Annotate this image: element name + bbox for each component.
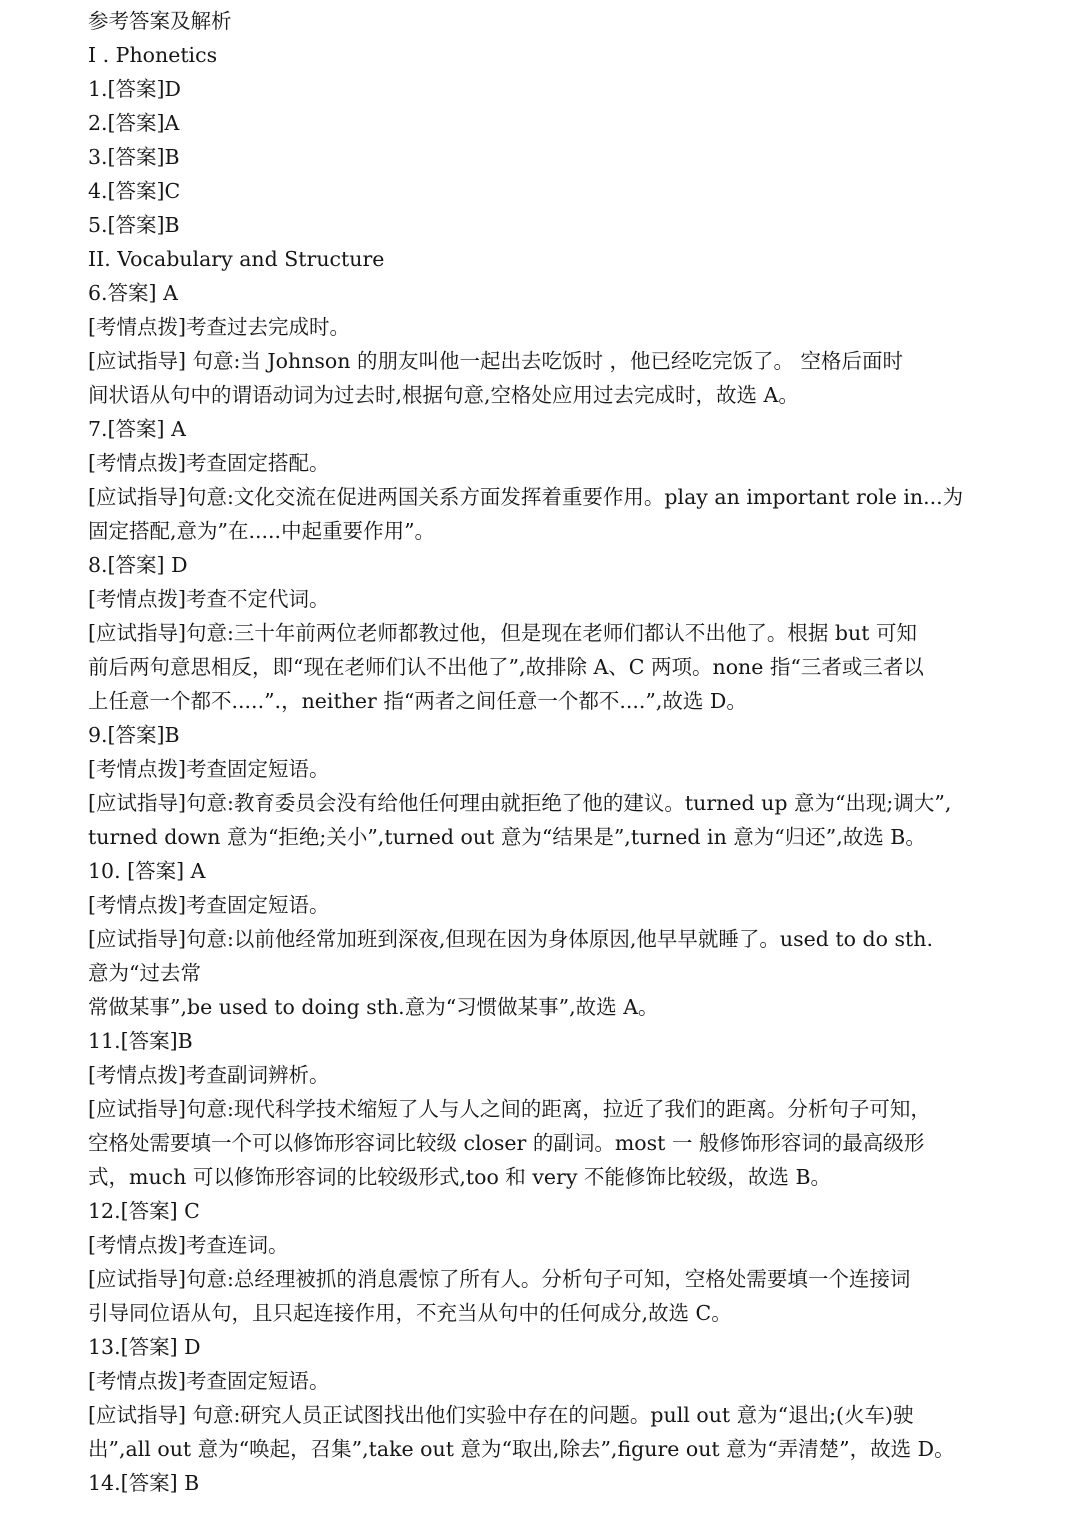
- text-line: [考情点拨]考查固定短语。: [88, 1369, 330, 1393]
- text-line: 出”,all out 意为“唤起，召集”,take out 意为“取出,除去”,figure out 意为“弄清楚”，故选 D。: [88, 1437, 955, 1461]
- text-line: 引导同位语从句，且只起连接作用，不充当从句中的任何成分,故选 C。: [88, 1301, 732, 1325]
- text-line: [应试指导] 句意:研究人员正试图找出他们实验中存在的问题。pull out 意为“退出;(火车)驶: [88, 1403, 914, 1427]
- text-line: 固定搭配,意为”在.....中起重要作用”。: [88, 519, 436, 543]
- text-line: 参考答案及解析: [88, 9, 232, 33]
- text-line: [应试指导]句意:文化交流在促进两国关系方面发挥着重要作用。play an important role in...为: [88, 485, 964, 509]
- text-line: 2.[答案]A: [88, 111, 180, 135]
- text-line: [应试指导] 句意:当 Johnson 的朋友叫他一起出去吃饭时 ，他已经吃完饭了。 空格后面时: [88, 349, 904, 373]
- text-line: [考情点拨]考查副词辨析。: [88, 1063, 330, 1087]
- text-line: II. Vocabulary and Structure: [88, 247, 385, 271]
- text-line: 意为“过去常: [88, 961, 201, 985]
- text-line: 1.[答案]D: [88, 77, 181, 101]
- text-line: [考情点拨]考查不定代词。: [88, 587, 330, 611]
- text-line: [应试指导]句意:现代科学技术缩短了人与人之间的距离，拉近了我们的距离。分析句子可知，: [88, 1097, 931, 1121]
- answer-document: [88, 4, 1008, 1500]
- text-line: 9.[答案]B: [88, 723, 180, 747]
- text-line: 11.[答案]B: [88, 1029, 193, 1053]
- text-line: 3.[答案]B: [88, 145, 180, 169]
- text-line: 13.[答案] D: [88, 1335, 201, 1359]
- text-line: 12.[答案] C: [88, 1199, 200, 1223]
- text-line: 式，much 可以修饰形容词的比较级形式,too 和 very 不能修饰比较级，故选 B。: [88, 1165, 832, 1189]
- text-line: turned down 意为“拒绝;关小”,turned out 意为“结果是”,turned in 意为“归还”,故选 B。: [88, 825, 926, 849]
- text-line: [应试指导]句意:教育委员会没有给他任何理由就拒绝了他的建议。turned up 意为“出现;调大”,: [88, 791, 952, 815]
- text-line: [应试指导]句意:总经理被抓的消息震惊了所有人。分析句子可知，空格处需要填一个连接词: [88, 1267, 911, 1291]
- text-line: [应试指导]句意:三十年前两位老师都教过他，但是现在老师们都认不出他了。根据 but 可知: [88, 621, 917, 645]
- text-line: I . Phonetics: [88, 43, 218, 67]
- text-line: 8.[答案] D: [88, 553, 188, 577]
- text-line: 上任意一个都不.....”.，neither 指“两者之间任意一个都不....”,故选 D。: [88, 689, 747, 713]
- text-line: [考情点拨]考查过去完成时。: [88, 315, 350, 339]
- text-line: 空格处需要填一个可以修饰形容词比较级 closer 的副词。most 一 般修饰形容词的最高级形: [88, 1131, 925, 1155]
- text-line: 常做某事”,be used to doing sth.意为“习惯做某事”,故选 A。: [88, 995, 659, 1019]
- text-line: [考情点拨]考查固定短语。: [88, 893, 330, 917]
- text-line: [应试指导]句意:以前他经常加班到深夜,但现在因为身体原因,他早早就睡了。used to do sth.: [88, 927, 933, 951]
- text-line: 4.[答案]C: [88, 179, 181, 203]
- text-line: 5.[答案]B: [88, 213, 180, 237]
- text-line: 10. [答案] A: [88, 859, 206, 883]
- text-line: 6.答案] A: [88, 281, 178, 305]
- text-line: [考情点拨]考查连词。: [88, 1233, 289, 1257]
- text-line: 14.[答案] B: [88, 1471, 200, 1495]
- text-line: 间状语从句中的谓语动词为过去时,根据句意,空格处应用过去完成时，故选 A。: [88, 383, 799, 407]
- text-line: [考情点拨]考查固定短语。: [88, 757, 330, 781]
- text-line: [考情点拨]考查固定搭配。: [88, 451, 330, 475]
- text-line: 前后两句意思相反，即“现在老师们认不出他了”,故排除 A、C 两项。none 指“三者或三者以: [88, 655, 924, 679]
- text-line: 7.[答案] A: [88, 417, 186, 441]
